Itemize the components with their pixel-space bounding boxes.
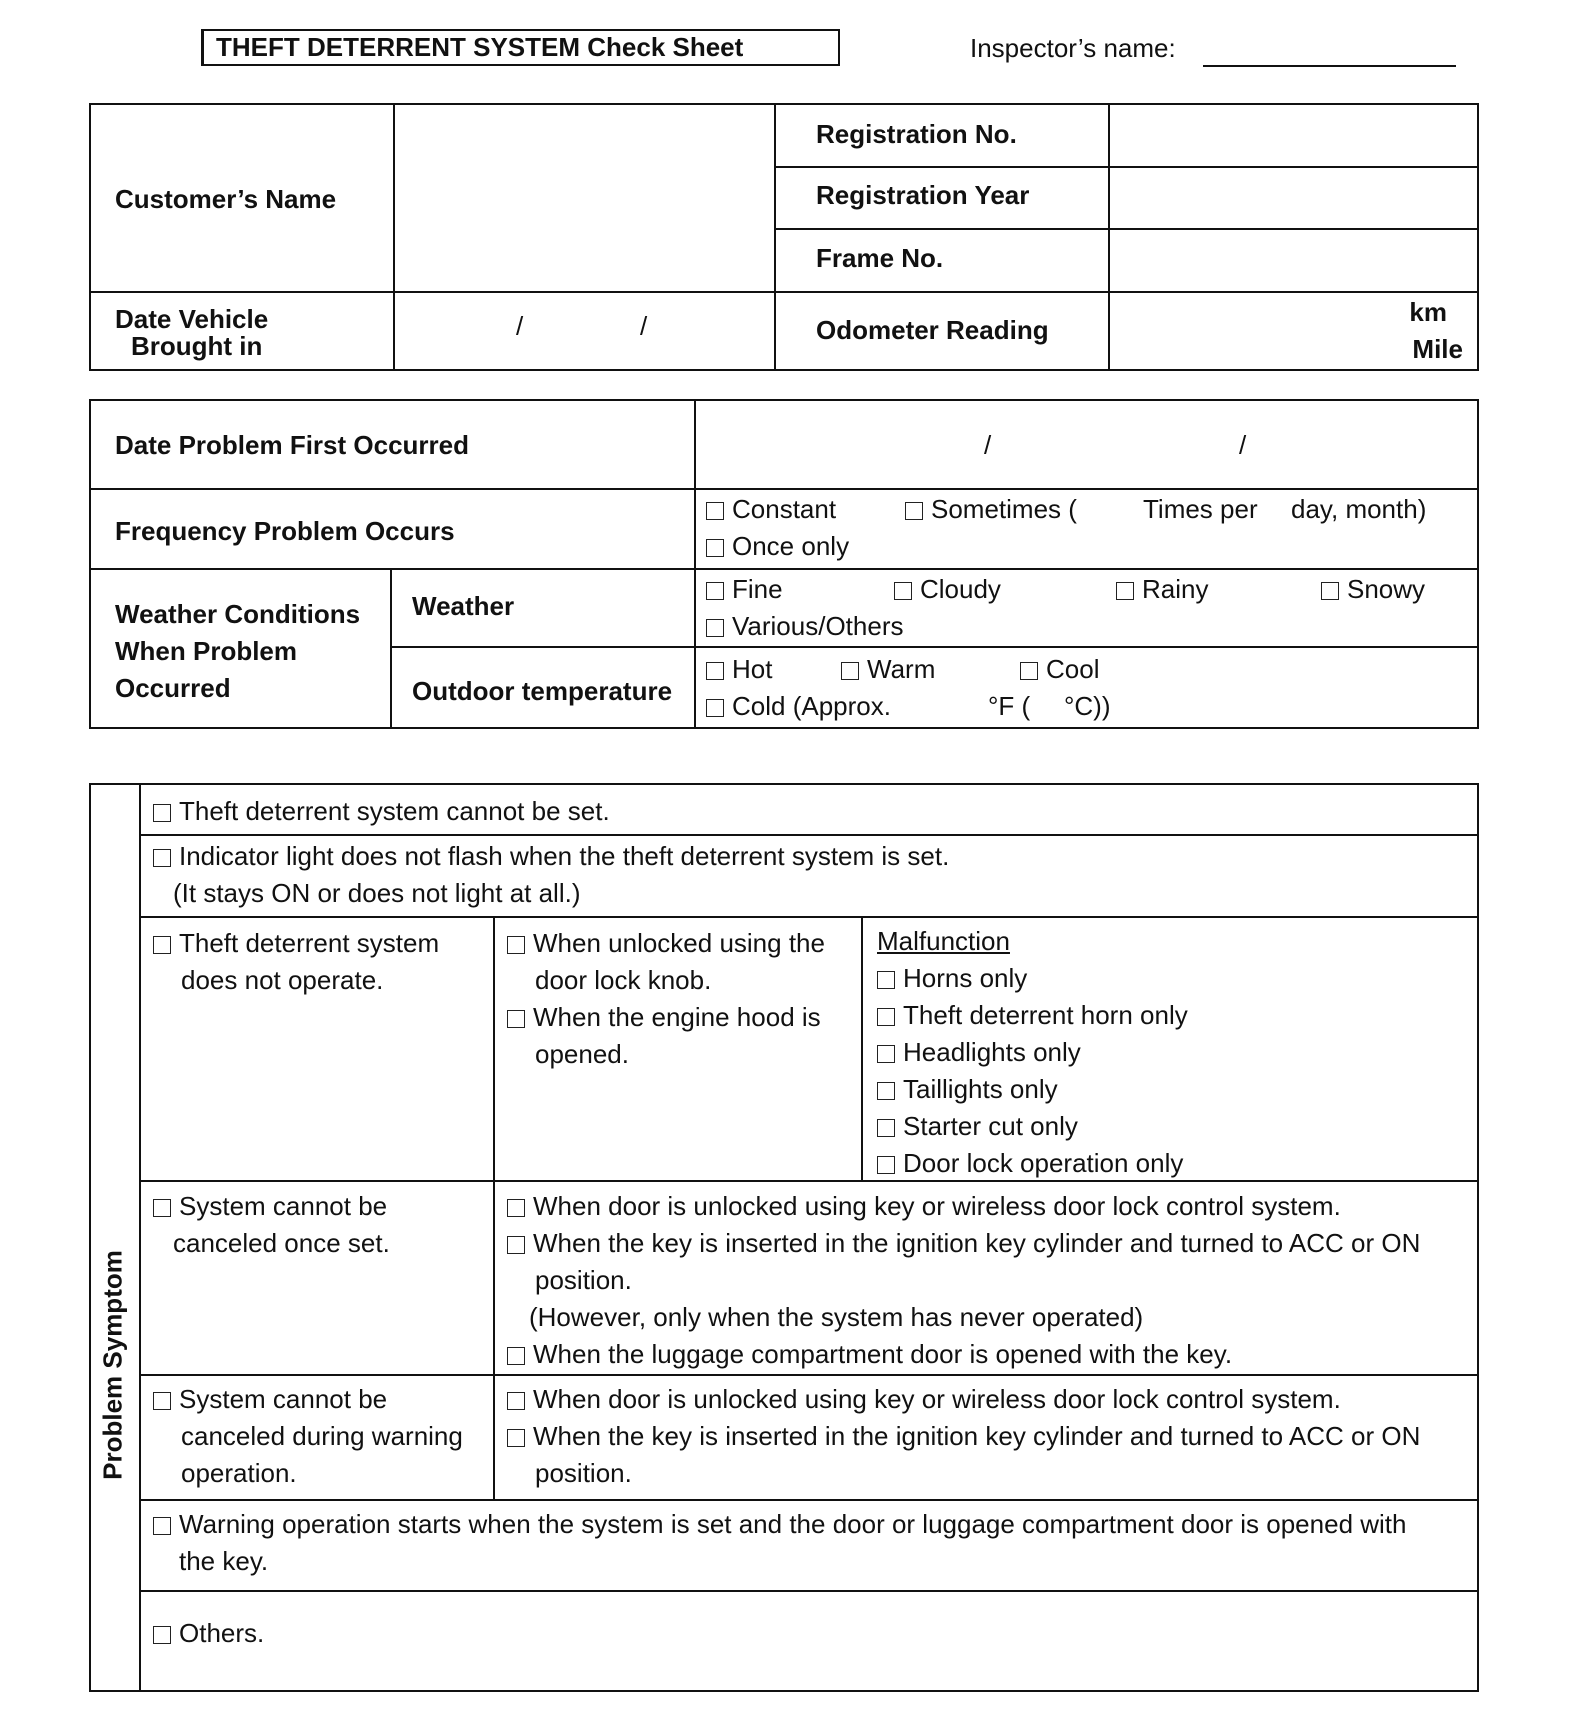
others-option[interactable]: Others. — [153, 1618, 264, 1648]
when-unlocked-knob-option[interactable]: When unlocked using the — [507, 928, 825, 958]
temp-hot-option[interactable]: Hot — [706, 654, 772, 684]
warn-key-inserted-line2: position. — [535, 1458, 632, 1488]
weather-snowy-option[interactable]: Snowy — [1321, 574, 1425, 604]
malfunction-label: Malfunction — [877, 926, 1010, 956]
symptom-row-indicator — [139, 834, 1479, 918]
malfunction-cell — [861, 916, 1479, 1182]
inspector-name-field[interactable] — [1203, 65, 1456, 67]
weather-conditions-label-line3: Occurred — [115, 673, 231, 703]
checkbox[interactable] — [1321, 582, 1339, 600]
not-operate-option[interactable]: Theft deterrent system — [153, 928, 439, 958]
weather-conditions-label-line1: Weather Conditions — [115, 599, 361, 629]
weather-conditions-label-line2: When Problem — [115, 636, 298, 666]
frequency-once-option[interactable]: Once only — [706, 531, 849, 561]
cancel-luggage-option[interactable]: When the luggage compartment door is opened with the key. — [507, 1339, 1232, 1369]
temp-cool-option[interactable]: Cool — [1020, 654, 1099, 684]
weather-conditions-label-cell — [89, 568, 392, 729]
registration-year-label: Registration Year — [816, 180, 1030, 210]
checkbox[interactable] — [894, 582, 912, 600]
checkbox[interactable] — [507, 1347, 525, 1365]
checkbox[interactable] — [153, 1392, 171, 1410]
registration-no-field[interactable] — [1108, 103, 1479, 168]
customer-name-field[interactable] — [393, 103, 776, 293]
cannot-cancel-warning-cell — [139, 1374, 495, 1501]
frequency-options-cell — [694, 488, 1479, 570]
registration-year-field[interactable] — [1108, 166, 1479, 230]
warning-starts-line2: the key. — [179, 1546, 269, 1576]
times-per-label: Times per — [1143, 494, 1258, 524]
symptom-row-warning-starts — [139, 1499, 1479, 1592]
weather-cloudy-option[interactable]: Cloudy — [894, 574, 1001, 604]
date-brought-in-field[interactable] — [393, 291, 776, 371]
checkbox[interactable] — [153, 1199, 171, 1217]
checkbox[interactable] — [507, 1236, 525, 1254]
not-operate-cell — [139, 916, 495, 1182]
cannot-cancel-warning-option[interactable]: System cannot be — [153, 1384, 387, 1414]
problem-symptom-label: Problem Symptom — [97, 1250, 128, 1480]
cannot-cancel-line2: canceled once set. — [173, 1228, 390, 1258]
checkbox[interactable] — [706, 699, 724, 717]
checkbox[interactable] — [877, 971, 895, 989]
day-month-label: day, month) — [1291, 494, 1427, 524]
checkbox[interactable] — [877, 1045, 895, 1063]
cannot-cancel-warning-line2: canceled during warning — [181, 1421, 463, 1451]
frame-no-label: Frame No. — [816, 243, 944, 273]
when-hood-option[interactable]: When the engine hood is — [507, 1002, 821, 1032]
weather-rainy-option[interactable]: Rainy — [1116, 574, 1208, 604]
date-brought-in-label-line1: Date Vehicle — [115, 304, 269, 334]
checkbox[interactable] — [706, 502, 724, 520]
checkbox[interactable] — [706, 582, 724, 600]
customer-name-label: Customer’s Name — [115, 184, 337, 214]
when-unlocked-knob-line2: door lock knob. — [535, 965, 712, 995]
sheet-title: THEFT DETERRENT SYSTEM Check Sheet — [201, 29, 840, 66]
temp-cold-option[interactable]: Cold (Approx. — [706, 691, 891, 721]
checkbox[interactable] — [153, 849, 171, 867]
symptom-row-cannot-set — [139, 783, 1479, 836]
odometer-unit-mile: Mile — [1412, 334, 1463, 364]
weather-various-option[interactable]: Various/Others — [706, 611, 903, 641]
cannot-cancel-conditions-cell — [493, 1180, 1479, 1376]
date-brought-in-label-cell — [89, 291, 395, 371]
date-separator: / — [516, 311, 524, 341]
temp-warm-option[interactable]: Warm — [841, 654, 935, 684]
cannot-be-set-option[interactable]: Theft deterrent system cannot be set. — [153, 796, 610, 826]
registration-no-label: Registration No. — [816, 119, 1017, 149]
registration-year-label-cell — [774, 166, 1110, 230]
customer-name-label-cell — [89, 103, 395, 293]
checkbox[interactable] — [507, 936, 525, 954]
registration-no-label-cell — [774, 103, 1110, 168]
date-separator: / — [640, 311, 648, 341]
date-first-occurred-field[interactable] — [694, 399, 1479, 490]
warning-starts-option[interactable]: Warning operation starts when the system is set and the door or luggage compartment door is opened with — [153, 1509, 1406, 1539]
warn-key-inserted-option[interactable]: When the key is inserted in the ignition key cylinder and turned to ACC or ON — [507, 1421, 1420, 1451]
malfunction-headlights-option[interactable]: Headlights only — [877, 1037, 1081, 1067]
frequency-label: Frequency Problem Occurs — [115, 516, 455, 546]
checkbox[interactable] — [877, 1082, 895, 1100]
indicator-note: (It stays ON or does not light at all.) — [173, 878, 581, 908]
checkbox[interactable] — [877, 1156, 895, 1174]
temperature-options-cell — [694, 646, 1479, 729]
cancel-key-inserted-line2: position. — [535, 1265, 632, 1295]
odometer-label-cell — [774, 291, 1110, 371]
outdoor-temp-label: Outdoor temperature — [412, 676, 673, 706]
frequency-sometimes-option[interactable]: Sometimes ( — [905, 494, 1077, 524]
malfunction-horns-option[interactable]: Horns only — [877, 963, 1027, 993]
date-brought-in-label-line2: Brought in — [131, 331, 263, 361]
cancel-key-inserted-option[interactable]: When the key is inserted in the ignition key cylinder and turned to ACC or ON — [507, 1228, 1420, 1258]
checkbox[interactable] — [1116, 582, 1134, 600]
checkbox[interactable] — [507, 1392, 525, 1410]
checkbox[interactable] — [877, 1008, 895, 1026]
checkbox[interactable] — [153, 804, 171, 822]
weather-fine-option[interactable]: Fine — [706, 574, 783, 604]
outdoor-temp-label-cell — [390, 646, 696, 729]
odometer-label: Odometer Reading — [816, 315, 1049, 345]
warn-unlock-option[interactable]: When door is unlocked using key or wireless door lock control system. — [507, 1384, 1341, 1414]
not-operate-conditions-cell — [493, 916, 863, 1182]
cancel-unlock-option[interactable]: When door is unlocked using key or wireless door lock control system. — [507, 1191, 1341, 1221]
date-separator: / — [1239, 430, 1247, 460]
cancel-key-inserted-note: (However, only when the system has never operated) — [529, 1302, 1144, 1332]
frequency-constant-option[interactable]: Constant — [706, 494, 836, 524]
checkbox[interactable] — [841, 662, 859, 680]
checkbox[interactable] — [706, 619, 724, 637]
cannot-cancel-warning-line3: operation. — [181, 1458, 297, 1488]
checkbox[interactable] — [905, 502, 923, 520]
checkbox[interactable] — [706, 662, 724, 680]
not-operate-line2: does not operate. — [181, 965, 384, 995]
frame-no-label-cell — [774, 228, 1110, 293]
malfunction-door-lock-option[interactable]: Door lock operation only — [877, 1148, 1183, 1178]
weather-label-cell — [390, 568, 696, 648]
inspector-label: Inspector’s name: — [970, 33, 1176, 63]
symptom-row-others — [139, 1590, 1479, 1692]
date-first-occurred-label: Date Problem First Occurred — [115, 430, 469, 460]
checkbox[interactable] — [1020, 662, 1038, 680]
date-separator: / — [984, 430, 992, 460]
checkbox[interactable] — [507, 1010, 525, 1028]
cannot-cancel-option[interactable]: System cannot be — [153, 1191, 387, 1221]
checkbox[interactable] — [153, 936, 171, 954]
indicator-option[interactable]: Indicator light does not flash when the theft deterrent system is set. — [153, 841, 949, 871]
temp-unit-c: °C)) — [1064, 691, 1111, 721]
checkbox[interactable] — [153, 1626, 171, 1644]
checkbox[interactable] — [877, 1119, 895, 1137]
temp-unit-f: °F ( — [988, 691, 1031, 721]
odometer-unit-km: km — [1409, 297, 1447, 327]
checkbox[interactable] — [153, 1517, 171, 1535]
frequency-label-cell — [89, 488, 696, 570]
date-first-occurred-label-cell — [89, 399, 696, 490]
malfunction-starter-option[interactable]: Starter cut only — [877, 1111, 1078, 1141]
when-hood-line2: opened. — [535, 1039, 629, 1069]
weather-label: Weather — [412, 591, 515, 621]
malfunction-taillights-option[interactable]: Taillights only — [877, 1074, 1058, 1104]
odometer-field[interactable] — [1108, 291, 1479, 371]
weather-options-cell — [694, 568, 1479, 648]
checkbox[interactable] — [507, 1429, 525, 1447]
frame-no-field[interactable] — [1108, 228, 1479, 293]
checkbox[interactable] — [706, 539, 724, 557]
checkbox[interactable] — [507, 1199, 525, 1217]
malfunction-theft-horn-option[interactable]: Theft deterrent horn only — [877, 1000, 1188, 1030]
cannot-cancel-warning-conditions-cell — [493, 1374, 1479, 1501]
cannot-cancel-cell — [139, 1180, 495, 1376]
symptom-side-cell — [89, 783, 141, 1692]
